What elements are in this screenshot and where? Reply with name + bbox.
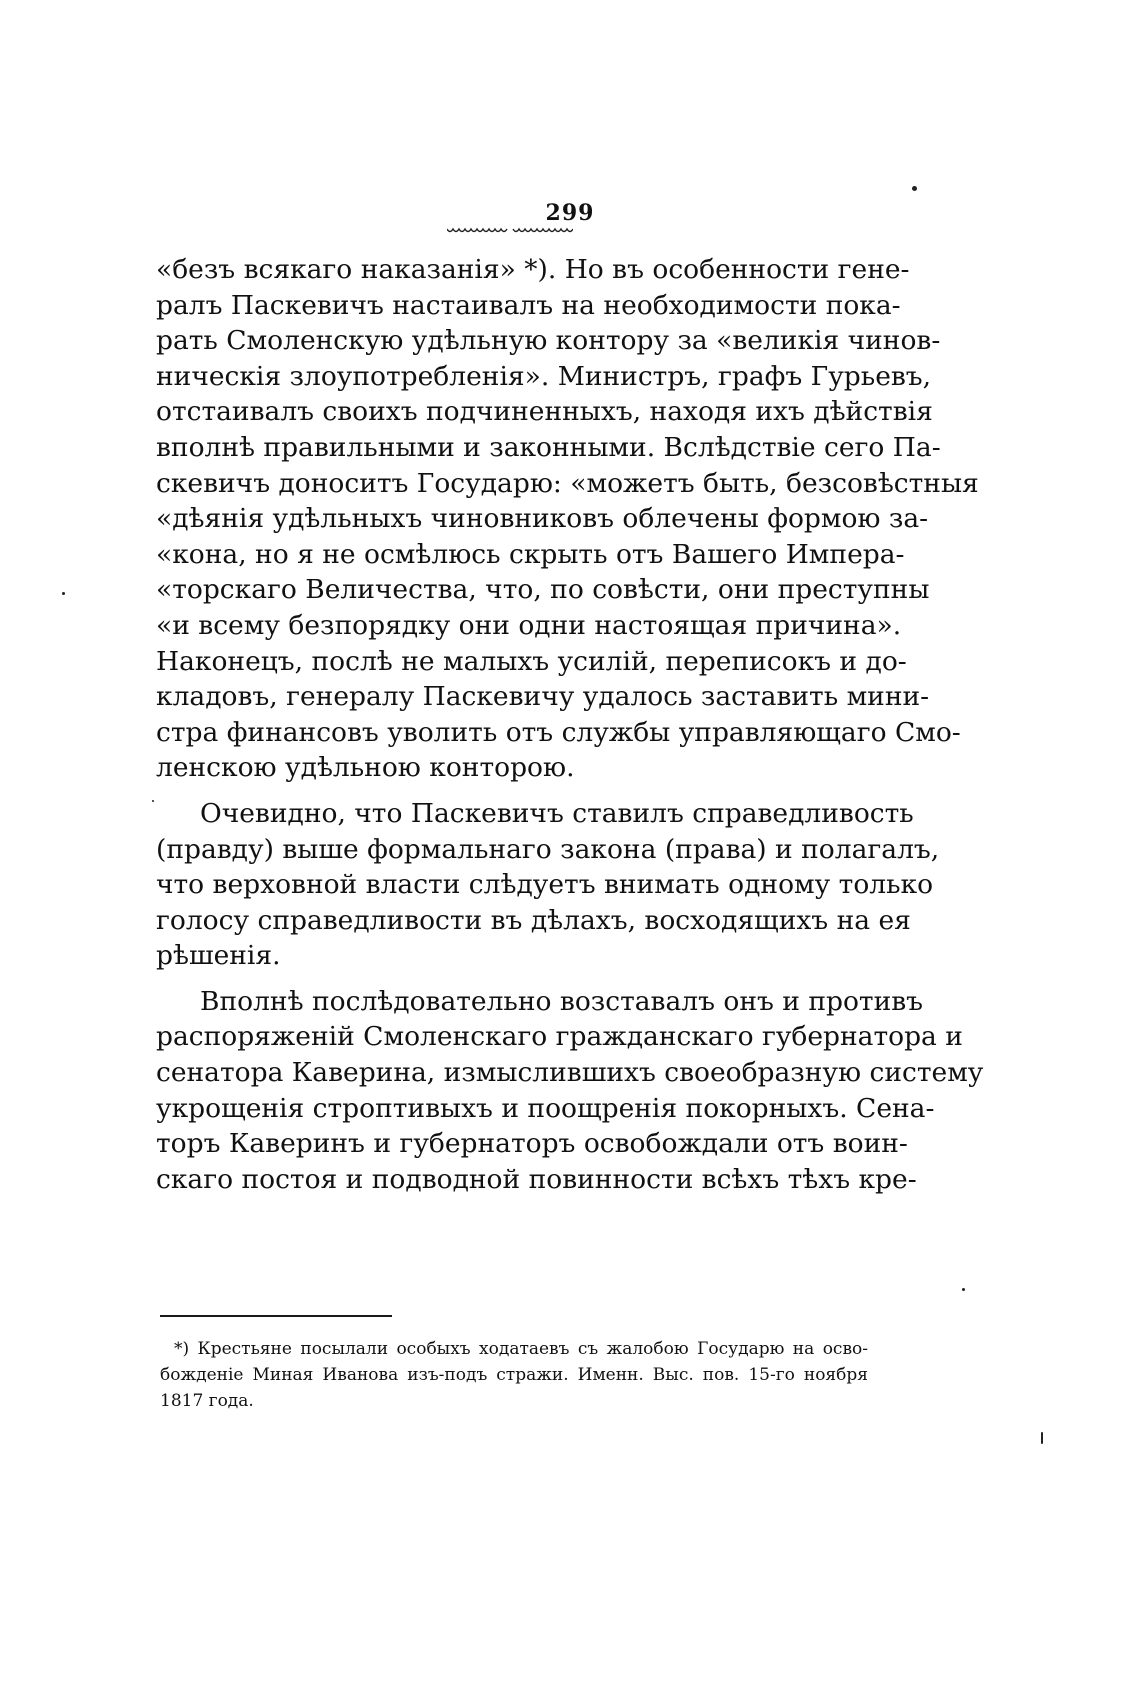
- scan-speck: [962, 1288, 965, 1291]
- header-ornament: [447, 226, 573, 236]
- text-line: распоряженій Смоленскаго гражданскаго губернатора и: [156, 1021, 963, 1053]
- text-line: «дѣянія удѣльныхъ чиновниковъ облечены формою за-: [156, 503, 929, 535]
- footnote: [160, 1336, 868, 1414]
- paragraph: [156, 796, 940, 974]
- paragraph-gap: [156, 974, 868, 984]
- text-line: «торскаго Величества, что, по совѣсти, они преступны: [156, 574, 930, 606]
- page-number: 299: [545, 200, 595, 226]
- text-line: «кона, но я не осмѣлюсь скрыть отъ Вашего Импера-: [156, 538, 905, 570]
- scan-speck: [1041, 1432, 1043, 1444]
- footnote-divider: [160, 1315, 392, 1317]
- text-line: рать Смоленскую удѣльную контору за «великія чинов-: [156, 325, 941, 357]
- text-line: Очевидно, что Паскевичъ ставилъ справедливость: [200, 797, 914, 829]
- text-line: ническія злоупотребленія». Министръ, графъ Гурьевъ,: [156, 360, 932, 392]
- text-line: укрощенія строптивыхъ и поощренія покорныхъ. Сена-: [156, 1092, 935, 1124]
- text-line: ленскою удѣльною конторою.: [156, 752, 575, 784]
- text-line: «безъ всякаго наказанія» *). Но въ особенности гене-: [156, 254, 910, 285]
- paragraph: [156, 984, 984, 1198]
- text-line: рѣшенія.: [156, 940, 281, 972]
- scan-speck: [62, 592, 65, 595]
- text-line: что верховной власти слѣдуетъ внимать одному только: [156, 869, 934, 901]
- text-line: вполнѣ правильными и законными. Вслѣдствіе сего Па-: [156, 431, 941, 463]
- text-line: отстаивалъ своихъ подчиненныхъ, находя ихъ дѣйствія: [156, 396, 933, 428]
- body-text: [156, 252, 984, 1197]
- footnote-line: божденіе Миная Иванова изъ-подъ стражи. Именн. Выс. пов. 15-го ноября: [160, 1365, 868, 1385]
- text-line: кладовъ, генералу Паскевичу удалось заставить мини-: [156, 681, 930, 713]
- paragraph-gap: [156, 786, 868, 796]
- text-line: Наконецъ, послѣ не малыхъ усилій, переписокъ и до-: [156, 645, 907, 677]
- text-line: «и всему безпорядку они одни настоящая причина».: [156, 609, 902, 641]
- text-line: голосу справедливости въ дѣлахъ, восходящихъ на ея: [156, 904, 911, 936]
- footnote-line: 1817 года.: [160, 1391, 254, 1411]
- text-line: скевичъ доноситъ Государю: «можетъ быть, безсовѣстныя: [156, 467, 979, 499]
- text-line: стра финансовъ уволить отъ службы управляющаго Смо-: [156, 716, 961, 748]
- text-line: скаго постоя и подводной повинности всѣхъ тѣхъ кре-: [156, 1163, 917, 1195]
- text-line: (правду) выше формальнаго закона (права) и полагалъ,: [156, 833, 940, 865]
- text-line: сенатора Каверина, измыслившихъ своеобразную систему: [156, 1057, 984, 1089]
- text-line: ралъ Паскевичъ настаивалъ на необходимости пока-: [156, 289, 901, 321]
- scan-speck: [152, 800, 154, 802]
- footnote-line: *) Крестьяне посылали особыхъ ходатаевъ съ жалобою Государю на осво-: [174, 1339, 868, 1359]
- text-line: Вполнѣ послѣдовательно возставалъ онъ и противъ: [200, 985, 924, 1017]
- scan-speck: [912, 186, 917, 191]
- text-line: торъ Каверинъ и губернаторъ освобождали отъ воин-: [156, 1128, 908, 1160]
- paragraph: [156, 252, 979, 786]
